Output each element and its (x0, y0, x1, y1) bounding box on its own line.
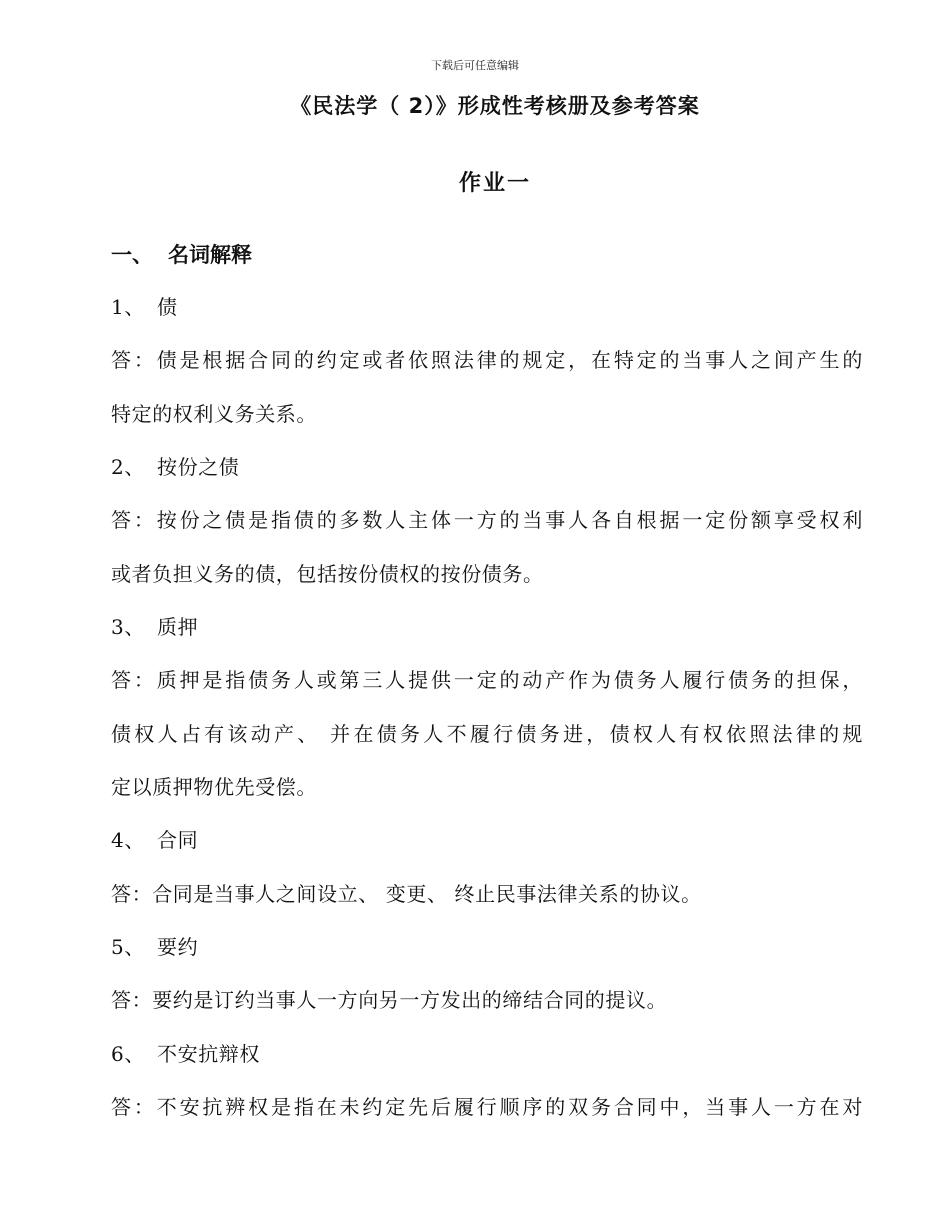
term-label: 按份之债 (157, 455, 240, 479)
term-label: 合同 (157, 828, 199, 852)
section-heading (111, 239, 252, 269)
answer-line: 答：不安抗辨权是指在未约定先后履行顺序的双务合同中，当事人一方在对 (111, 1095, 863, 1119)
term-item-5 (111, 934, 863, 960)
term-label: 债 (157, 295, 178, 319)
term-number: 3、 (111, 615, 145, 639)
term-number: 1、 (111, 295, 145, 319)
section-title: 名词解释 (168, 243, 252, 267)
answer-line: 特定的权利义务关系。 (111, 402, 317, 426)
term-item-2 (111, 454, 863, 480)
answer-line: 债权人占有该动产、 并在债务人不履行债务进，债权人有权依照法律的规 (111, 722, 863, 746)
answer-line: 或者负担义务的债，包括按份债权的按份债务。 (111, 562, 544, 586)
term-label: 质押 (157, 615, 199, 639)
term-label: 不安抗辩权 (157, 1042, 260, 1066)
assignment-title: 作业一 (458, 171, 531, 196)
term-item-1 (111, 294, 863, 320)
answer-line: 答：合同是当事人之间设立、 变更、 终止民事法律关系的协议。 (111, 882, 702, 906)
section-number: 一、 (111, 243, 153, 267)
term-item-3 (111, 614, 863, 640)
answer-line: 答：质押是指债务人或第三人提供一定的动产作为债务人履行债务的担保， (111, 668, 863, 692)
term-number: 6、 (111, 1042, 145, 1066)
header-note: 下载后可任意编辑 (431, 59, 519, 72)
answer-line: 答：按份之债是指债的多数人主体一方的当事人各自根据一定份额享受权利 (111, 508, 863, 532)
term-number: 2、 (111, 455, 145, 479)
answer-line: 定以质押物优先受偿。 (111, 775, 317, 799)
document-title: 《民法学（ 2）》形成性考核册及参考答案 (290, 94, 700, 118)
term-number: 5、 (111, 935, 145, 959)
answer-line: 答：要约是订约当事人一方向另一方发出的缔结合同的提议。 (111, 988, 668, 1012)
term-number: 4、 (111, 828, 145, 852)
term-label: 要约 (157, 935, 199, 959)
answer-line: 答：债是根据合同的约定或者依照法律的规定，在特定的当事人之间产生的 (111, 348, 863, 372)
term-item-6 (111, 1041, 863, 1067)
term-item-4 (111, 827, 863, 853)
